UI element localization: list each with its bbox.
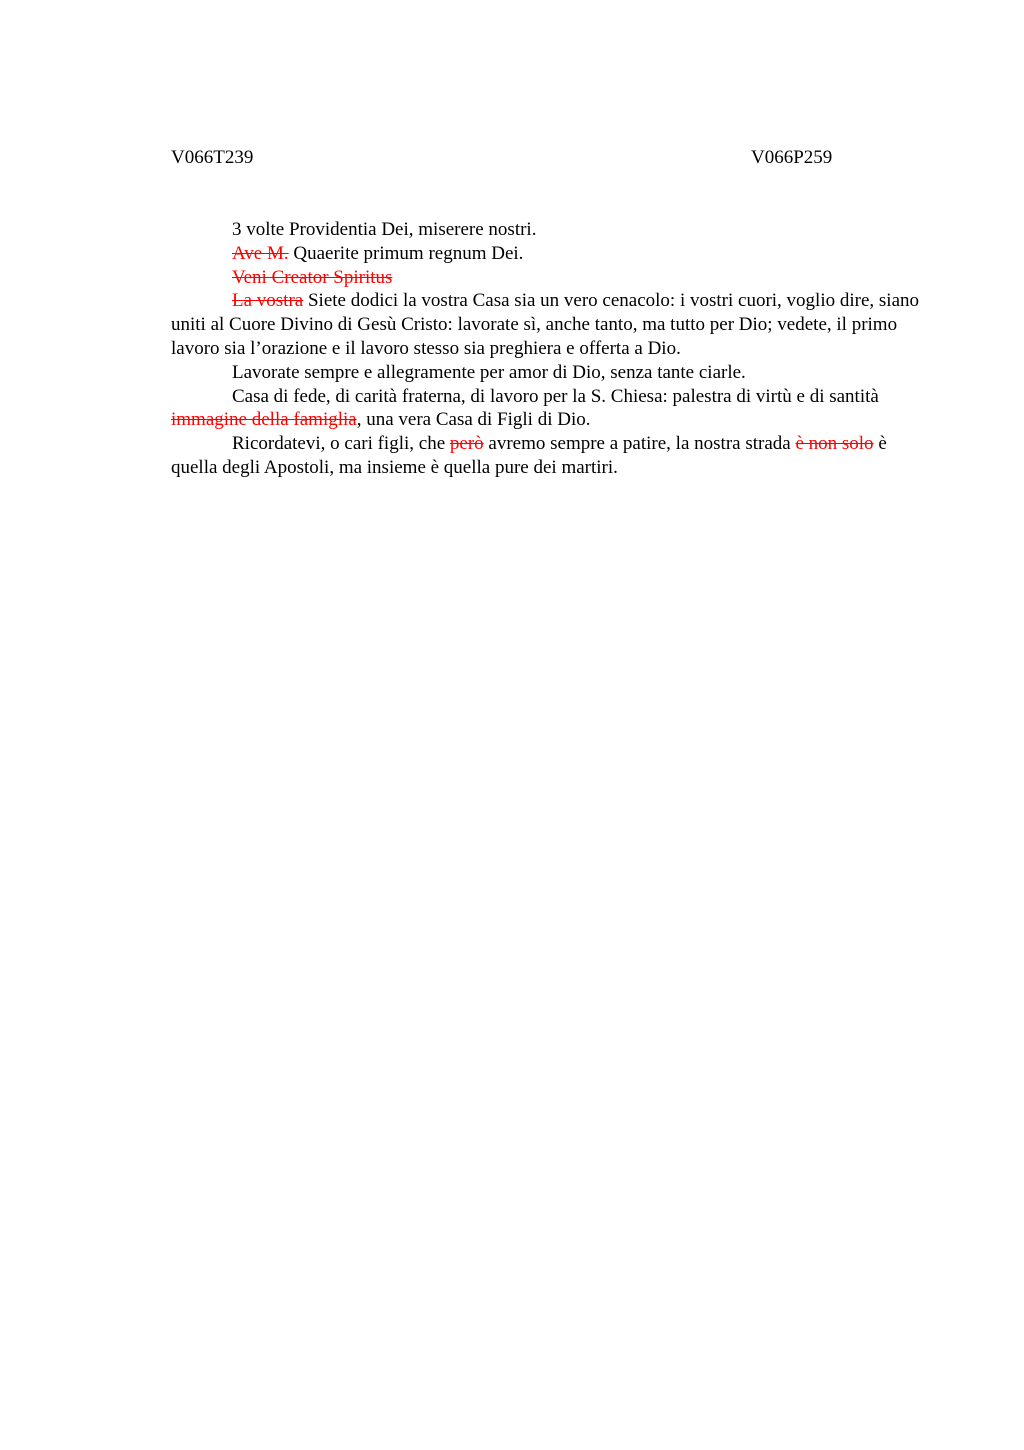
text-segment: Ricordatevi, o cari figli, che	[232, 433, 450, 455]
paragraph	[171, 361, 919, 385]
deleted-text: La vostra	[232, 290, 304, 312]
text-segment: , una vera Casa di Figli di Dio.	[356, 409, 591, 431]
paragraph	[171, 432, 919, 480]
text-segment: Lavorate sempre e allegramente per amor di Dio, senza tante ciarle.	[232, 361, 746, 383]
deleted-text: è non solo	[795, 433, 874, 455]
header-right-code: V066P259	[751, 147, 833, 168]
paragraph	[171, 218, 919, 242]
text-segment: avremo sempre a patire, la nostra strada	[483, 433, 796, 455]
header-left-code: V066T239	[171, 147, 254, 168]
deleted-text: immagine della famiglia	[171, 409, 357, 431]
deleted-text: però	[449, 433, 484, 455]
text-segment: Siete dodici la vostra Casa sia un vero cenacolo: i vostri cuori, voglio dire, siano uniti al Cuore Divino di Gesù Cristo: lavorate sì, anche tanto, ma tutto per Dio; vedete, il primo lavoro sia l’orazione e il lavoro stesso sia preghiera e offerta a Dio.	[171, 290, 919, 359]
paragraph	[171, 385, 919, 433]
paragraph	[171, 266, 919, 290]
text-segment: Quaerite primum regnum Dei.	[288, 242, 524, 264]
document-body	[171, 218, 919, 480]
text-segment: 3 volte Providentia Dei, miserere nostri.	[232, 219, 537, 240]
deleted-text: Veni Creator Spiritus	[232, 266, 393, 288]
deleted-text: Ave M.	[232, 242, 289, 264]
text-segment: Casa di fede, di carità fraterna, di lavoro per la S. Chiesa: palestra di virtù e di santità	[232, 385, 879, 407]
text-segment: è quella degli Apostoli, ma insieme è quella pure dei martiri.	[171, 433, 887, 478]
paragraph	[171, 242, 919, 266]
paragraph	[171, 289, 919, 360]
